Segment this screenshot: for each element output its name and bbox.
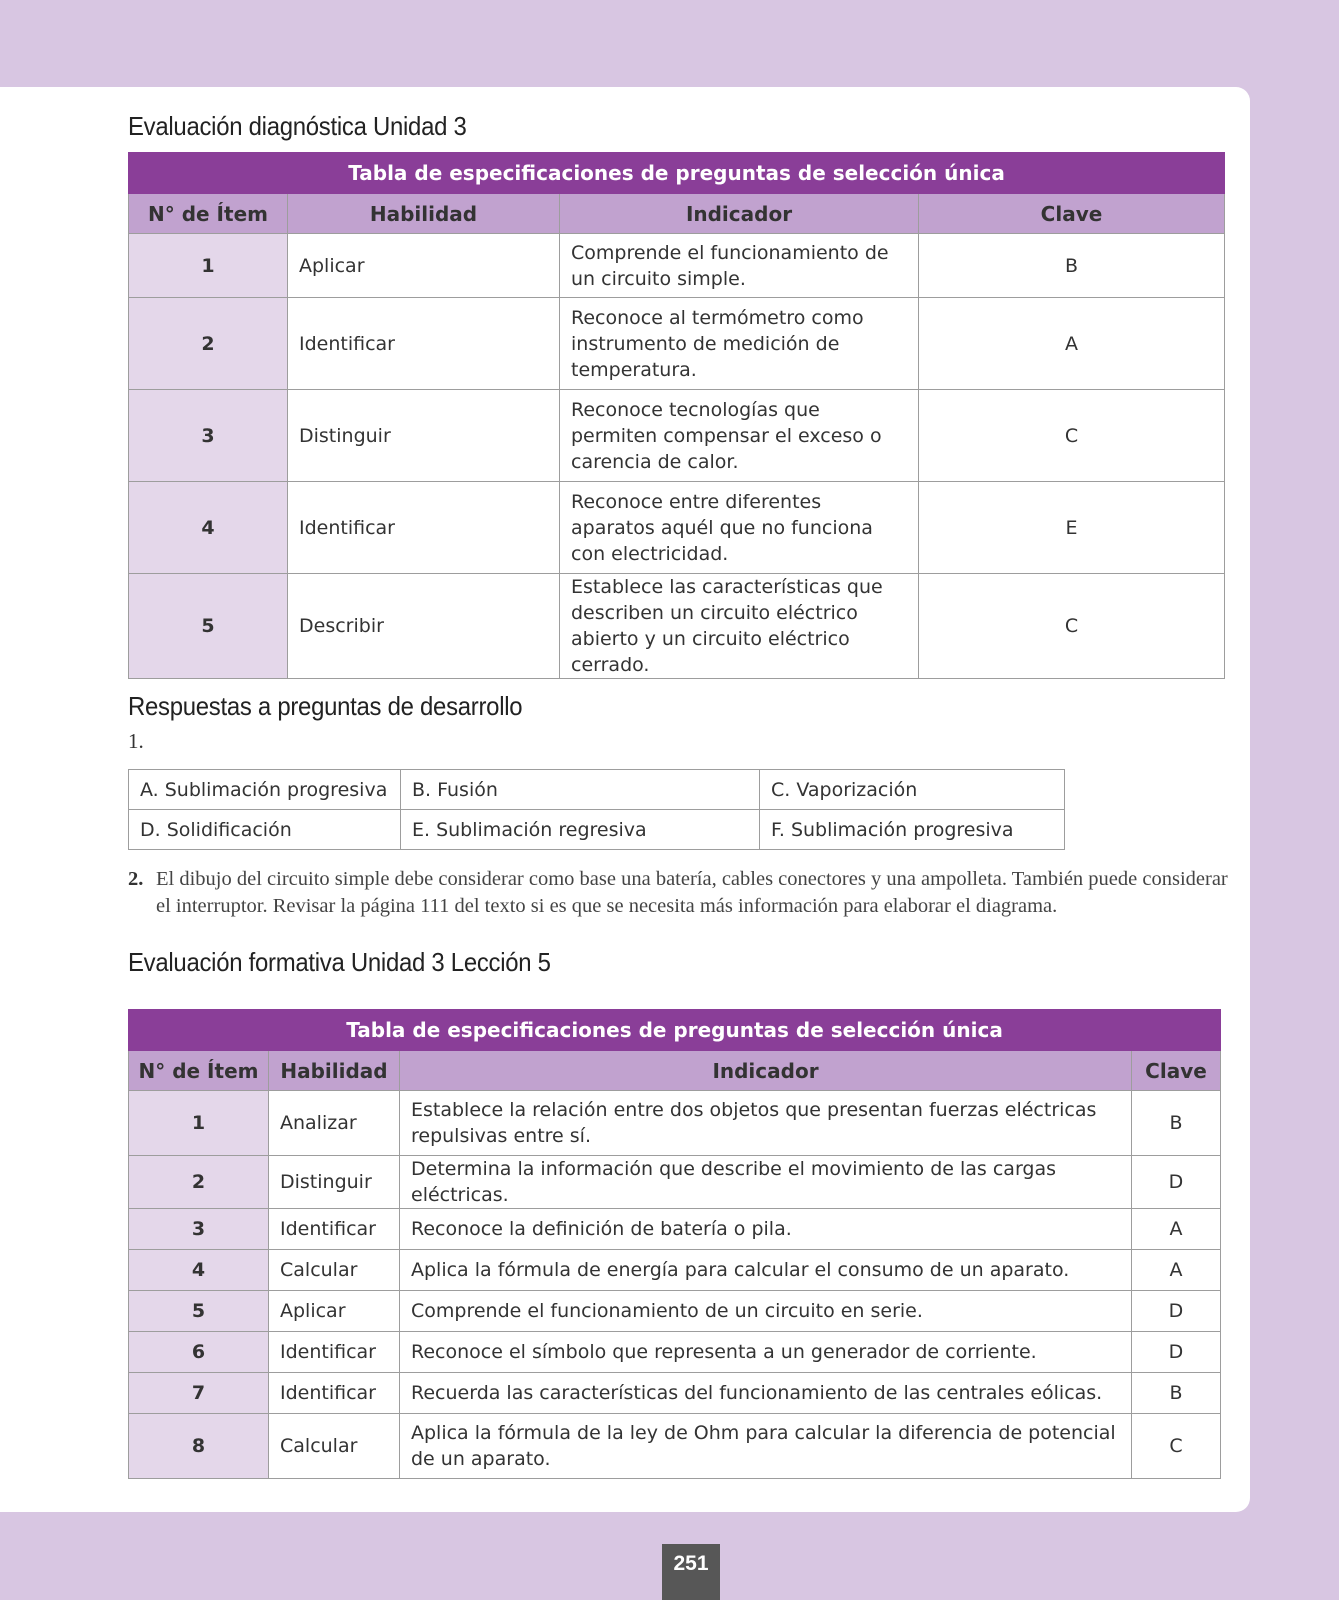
key-cell: A bbox=[1132, 1250, 1221, 1291]
table-row bbox=[129, 1291, 1221, 1332]
answer-row bbox=[129, 770, 1065, 810]
item-number: 5 bbox=[129, 1291, 269, 1332]
answer-cell: E. Sublimación regresiva bbox=[401, 810, 760, 850]
item-number: 4 bbox=[129, 482, 288, 574]
item-number: 7 bbox=[129, 1373, 269, 1414]
skill-cell: Aplicar bbox=[269, 1291, 400, 1332]
table-row bbox=[129, 1332, 1221, 1373]
page-sheet bbox=[0, 87, 1250, 1512]
diagnostic-spec-table bbox=[128, 152, 1225, 679]
key-cell: C bbox=[919, 390, 1225, 482]
answer-cell: B. Fusión bbox=[401, 770, 760, 810]
skill-cell: Describir bbox=[288, 574, 560, 679]
skill-cell: Identificar bbox=[288, 482, 560, 574]
key-cell: A bbox=[1132, 1209, 1221, 1250]
skill-cell: Identificar bbox=[269, 1209, 400, 1250]
item-number: 3 bbox=[129, 1209, 269, 1250]
indicator-cell: Recuerda las características del funcionamiento de las centrales eólicas. bbox=[400, 1373, 1132, 1414]
table-row bbox=[129, 298, 1225, 390]
col-header-indicator: Indicador bbox=[400, 1051, 1132, 1091]
key-cell: B bbox=[1132, 1091, 1221, 1156]
formative-spec-table bbox=[128, 1009, 1221, 1479]
indicator-cell: Establece la relación entre dos objetos que presentan fuerzas eléctricas repulsivas entre sí. bbox=[400, 1091, 1132, 1156]
question-2-number: 2. bbox=[128, 868, 144, 890]
table-row bbox=[129, 1156, 1221, 1209]
col-header-key: Clave bbox=[1132, 1051, 1221, 1091]
table-row bbox=[129, 1414, 1221, 1479]
table-row bbox=[129, 234, 1225, 298]
skill-cell: Calcular bbox=[269, 1250, 400, 1291]
indicator-cell: Comprende el funcionamiento de un circuito simple. bbox=[560, 234, 919, 298]
answer-cell: F. Sublimación progresiva bbox=[760, 810, 1065, 850]
col-header-skill: Habilidad bbox=[288, 194, 560, 234]
key-cell: B bbox=[919, 234, 1225, 298]
item-number: 2 bbox=[129, 298, 288, 390]
item-number: 1 bbox=[129, 234, 288, 298]
col-header-item: N° de Ítem bbox=[129, 1051, 269, 1091]
indicator-cell: Aplica la fórmula de energía para calcular el consumo de un aparato. bbox=[400, 1250, 1132, 1291]
table-row bbox=[129, 1373, 1221, 1414]
col-header-key: Clave bbox=[919, 194, 1225, 234]
skill-cell: Distinguir bbox=[269, 1156, 400, 1209]
phase-change-answers-table bbox=[128, 769, 1065, 850]
key-cell: D bbox=[1132, 1156, 1221, 1209]
key-cell: D bbox=[1132, 1332, 1221, 1373]
key-cell: B bbox=[1132, 1373, 1221, 1414]
item-number: 8 bbox=[129, 1414, 269, 1479]
diagnostic-evaluation-title: Evaluación diagnóstica Unidad 3 bbox=[128, 111, 467, 141]
key-cell: C bbox=[1132, 1414, 1221, 1479]
answer-cell: A. Sublimación progresiva bbox=[129, 770, 401, 810]
item-number: 6 bbox=[129, 1332, 269, 1373]
question-1-number: 1. bbox=[128, 729, 144, 753]
item-number: 2 bbox=[129, 1156, 269, 1209]
development-answers-title: Respuestas a preguntas de desarrollo bbox=[128, 691, 523, 721]
skill-cell: Aplicar bbox=[288, 234, 560, 298]
col-header-item: N° de Ítem bbox=[129, 194, 288, 234]
page-number: 251 bbox=[662, 1544, 720, 1600]
indicator-cell: Reconoce al termómetro como instrumento de medición de temperatura. bbox=[560, 298, 919, 390]
indicator-cell: Aplica la fórmula de la ley de Ohm para calcular la diferencia de potencial de un aparato. bbox=[400, 1414, 1132, 1479]
item-number: 5 bbox=[129, 574, 288, 679]
indicator-cell: Determina la información que describe el movimiento de las cargas eléctricas. bbox=[400, 1156, 1132, 1209]
table-title: Tabla de especificaciones de preguntas de selección única bbox=[129, 153, 1225, 194]
indicator-cell: Comprende el funcionamiento de un circuito en serie. bbox=[400, 1291, 1132, 1332]
question-2-text: El dibujo del circuito simple debe considerar como base una batería, cables conectores y una ampolleta. También puede considerar el interruptor. Revisar la página 111 del texto si es que se necesita más información para elaborar el diagrama. bbox=[156, 868, 1228, 917]
col-header-skill: Habilidad bbox=[269, 1051, 400, 1091]
item-number: 1 bbox=[129, 1091, 269, 1156]
indicator-cell: Reconoce la definición de batería o pila. bbox=[400, 1209, 1132, 1250]
skill-cell: Calcular bbox=[269, 1414, 400, 1479]
table-row bbox=[129, 482, 1225, 574]
answer-row bbox=[129, 810, 1065, 850]
skill-cell: Identificar bbox=[269, 1332, 400, 1373]
indicator-cell: Reconoce el símbolo que representa a un generador de corriente. bbox=[400, 1332, 1132, 1373]
table-row bbox=[129, 390, 1225, 482]
key-cell: C bbox=[919, 574, 1225, 679]
table-row bbox=[129, 1091, 1221, 1156]
indicator-cell: Reconoce tecnologías que permiten compensar el exceso o carencia de calor. bbox=[560, 390, 919, 482]
key-cell: D bbox=[1132, 1291, 1221, 1332]
key-cell: E bbox=[919, 482, 1225, 574]
key-cell: A bbox=[919, 298, 1225, 390]
answer-cell: C. Vaporización bbox=[760, 770, 1065, 810]
skill-cell: Analizar bbox=[269, 1091, 400, 1156]
table-title: Tabla de especificaciones de preguntas de selección única bbox=[129, 1010, 1221, 1051]
answer-cell: D. Solidificación bbox=[129, 810, 401, 850]
table-row bbox=[129, 574, 1225, 679]
skill-cell: Identificar bbox=[269, 1373, 400, 1414]
indicator-cell: Establece las características que describen un circuito eléctrico abierto y un circuito eléctrico cerrado. bbox=[560, 574, 919, 679]
skill-cell: Identificar bbox=[288, 298, 560, 390]
formative-evaluation-title: Evaluación formativa Unidad 3 Lección 5 bbox=[128, 947, 551, 977]
table-row bbox=[129, 1250, 1221, 1291]
skill-cell: Distinguir bbox=[288, 390, 560, 482]
item-number: 4 bbox=[129, 1250, 269, 1291]
indicator-cell: Reconoce entre diferentes aparatos aquél que no funciona con electricidad. bbox=[560, 482, 919, 574]
item-number: 3 bbox=[129, 390, 288, 482]
question-2-answer bbox=[128, 866, 1238, 920]
col-header-indicator: Indicador bbox=[560, 194, 919, 234]
table-row bbox=[129, 1209, 1221, 1250]
